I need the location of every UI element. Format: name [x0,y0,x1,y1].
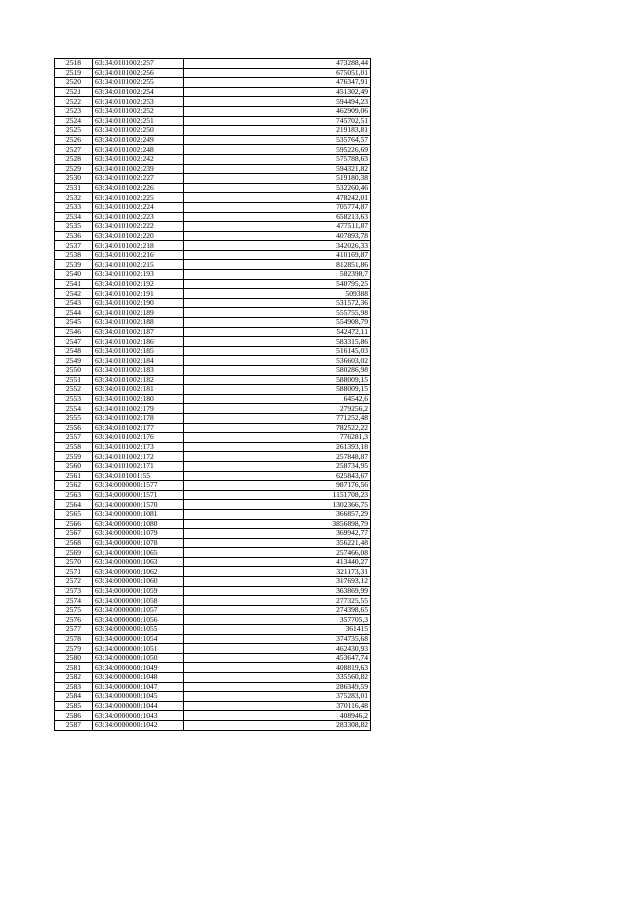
cadastral-number-cell: 63:34:0000000:1049 [93,663,184,673]
value-cell: 532260,46 [184,183,371,193]
table-row [55,356,371,366]
value-cell: 531572,36 [184,298,371,308]
table-row [55,644,371,654]
table-row [55,404,371,414]
row-number-cell: 2585 [55,701,93,711]
value-cell: 357705,3 [184,615,371,625]
table-row [55,701,371,711]
value-cell: 555755,98 [184,308,371,318]
cadastral-number-cell: 63:34:0000000:1577 [93,481,184,491]
row-number-cell: 2523 [55,106,93,116]
cadastral-number-cell: 63:34:0000000:1042 [93,720,184,730]
row-number-cell: 2577 [55,625,93,635]
cadastral-number-cell: 63:34:0101002:251 [93,116,184,126]
value-cell: 595226,69 [184,145,371,155]
value-cell: 451302,49 [184,87,371,97]
table-row [55,471,371,481]
value-cell: 366857,29 [184,509,371,519]
value-cell: 408946,2 [184,711,371,721]
table-row [55,337,371,347]
cadastral-number-cell: 63:34:0000000:1043 [93,711,184,721]
table-row [55,231,371,241]
table-row [55,289,371,299]
value-cell: 453647,74 [184,653,371,663]
cadastral-number-cell: 63:34:0000000:1080 [93,519,184,529]
value-cell: 342026,33 [184,241,371,251]
cadastral-number-cell: 63:34:0000000:1078 [93,538,184,548]
cadastral-number-cell: 63:34:0101002:223 [93,212,184,222]
cadastral-number-cell: 63:34:0101002:222 [93,222,184,232]
table-row [55,711,371,721]
row-number-cell: 2538 [55,250,93,260]
table-row [55,442,371,452]
cadastral-number-cell: 63:34:0101002:249 [93,135,184,145]
cadastral-number-cell: 63:34:0101001:55 [93,471,184,481]
cadastral-number-cell: 63:34:0000000:1045 [93,692,184,702]
cadastral-number-cell: 63:34:0101002:178 [93,413,184,423]
value-cell: 317693,12 [184,577,371,587]
table-row [55,366,371,376]
row-number-cell: 2579 [55,644,93,654]
table-row [55,557,371,567]
table-row [55,500,371,510]
value-cell: 582398,7 [184,270,371,280]
table-row [55,126,371,136]
cadastral-number-cell: 63:34:0000000:1063 [93,557,184,567]
value-cell: 363869,99 [184,586,371,596]
row-number-cell: 2525 [55,126,93,136]
value-cell: 771252,48 [184,413,371,423]
row-number-cell: 2578 [55,634,93,644]
row-number-cell: 2580 [55,653,93,663]
row-number-cell: 2539 [55,260,93,270]
table-row [55,222,371,232]
row-number-cell: 2555 [55,413,93,423]
table-row [55,260,371,270]
value-cell: 258734,95 [184,461,371,471]
cadastral-number-cell: 63:34:0000000:1044 [93,701,184,711]
table-row [55,116,371,126]
value-cell: 413440,27 [184,557,371,567]
cadastral-number-cell: 63:34:0101002:181 [93,385,184,395]
row-number-cell: 2586 [55,711,93,721]
table-row [55,529,371,539]
cadastral-number-cell: 63:34:0101002:255 [93,78,184,88]
cadastral-number-cell: 63:34:0000000:1048 [93,673,184,683]
cadastral-number-cell: 63:34:0000000:1055 [93,625,184,635]
row-number-cell: 2572 [55,577,93,587]
row-number-cell: 2587 [55,720,93,730]
row-number-cell: 2566 [55,519,93,529]
row-number-cell: 2552 [55,385,93,395]
cadastral-number-cell: 63:34:0101002:187 [93,327,184,337]
table-row [55,461,371,471]
cadastral-number-cell: 63:34:0000000:1570 [93,500,184,510]
row-number-cell: 2573 [55,586,93,596]
row-number-cell: 2568 [55,538,93,548]
value-cell: 588009,15 [184,375,371,385]
table-row [55,452,371,462]
value-cell: 705774,87 [184,202,371,212]
cadastral-number-cell: 63:34:0000000:1571 [93,490,184,500]
table-row [55,87,371,97]
row-number-cell: 2571 [55,567,93,577]
table-row [55,327,371,337]
cadastral-number-cell: 63:34:0000000:1059 [93,586,184,596]
row-number-cell: 2557 [55,433,93,443]
row-number-cell: 2570 [55,557,93,567]
value-cell: 675051,01 [184,68,371,78]
table-row [55,481,371,491]
value-cell: 279256,2 [184,404,371,414]
value-cell: 462430,93 [184,644,371,654]
table-row [55,298,371,308]
value-cell: 257466,08 [184,548,371,558]
cadastral-number-cell: 63:34:0101002:192 [93,279,184,289]
value-cell: 356221,48 [184,538,371,548]
cadastral-number-cell: 63:34:0101002:216 [93,250,184,260]
table-row [55,279,371,289]
row-number-cell: 2532 [55,193,93,203]
cadastral-number-cell: 63:34:0101002:176 [93,433,184,443]
table-row [55,538,371,548]
cadastral-number-cell: 63:34:0101002:252 [93,106,184,116]
row-number-cell: 2569 [55,548,93,558]
row-number-cell: 2520 [55,78,93,88]
cadastral-number-cell: 63:34:0101002:193 [93,270,184,280]
cadastral-number-cell: 63:34:0101002:257 [93,59,184,69]
table-row [55,519,371,529]
value-cell: 321173,31 [184,567,371,577]
value-cell: 410169,87 [184,250,371,260]
value-cell: 478242,01 [184,193,371,203]
row-number-cell: 2521 [55,87,93,97]
value-cell: 408819,63 [184,663,371,673]
table-row [55,433,371,443]
cadastral-number-cell: 63:34:0101002:227 [93,174,184,184]
cadastral-number-cell: 63:34:0101002:218 [93,241,184,251]
value-cell: 745702,51 [184,116,371,126]
row-number-cell: 2529 [55,164,93,174]
value-cell: 594494,23 [184,97,371,107]
value-cell: 542472,11 [184,327,371,337]
table-row [55,586,371,596]
value-cell: 625843,67 [184,471,371,481]
value-cell: 286349,59 [184,682,371,692]
row-number-cell: 2533 [55,202,93,212]
cadastral-number-cell: 63:34:0101002:179 [93,404,184,414]
table-row [55,308,371,318]
table-row [55,59,371,69]
cadastral-number-cell: 63:34:0101002:191 [93,289,184,299]
table-row [55,97,371,107]
value-cell: 782522,22 [184,423,371,433]
row-number-cell: 2524 [55,116,93,126]
table-row [55,164,371,174]
cadastral-number-cell: 63:34:0000000:1051 [93,644,184,654]
table-body [55,59,371,731]
value-cell: 1302366,75 [184,500,371,510]
cadastral-number-cell: 63:34:0101002:226 [93,183,184,193]
cadastral-number-cell: 63:34:0101002:182 [93,375,184,385]
value-cell: 509388 [184,289,371,299]
table-row [55,490,371,500]
cadastral-number-cell: 63:34:0101002:172 [93,452,184,462]
value-cell: 588009,15 [184,385,371,395]
cadastral-number-cell: 63:34:0101002:185 [93,346,184,356]
row-number-cell: 2575 [55,605,93,615]
cadastral-number-cell: 63:34:0000000:1065 [93,548,184,558]
cadastral-number-cell: 63:34:0101002:180 [93,394,184,404]
row-number-cell: 2574 [55,596,93,606]
row-number-cell: 2544 [55,308,93,318]
table-row [55,78,371,88]
value-cell: 812851,86 [184,260,371,270]
value-cell: 64542,6 [184,394,371,404]
table-row [55,385,371,395]
value-cell: 519180,38 [184,174,371,184]
row-number-cell: 2535 [55,222,93,232]
table-row [55,653,371,663]
table-row [55,605,371,615]
value-cell: 987176,56 [184,481,371,491]
cadastral-number-cell: 63:34:0101002:253 [93,97,184,107]
value-cell: 1151708,23 [184,490,371,500]
row-number-cell: 2543 [55,298,93,308]
table-row [55,577,371,587]
cadastral-number-cell: 63:34:0101002:183 [93,366,184,376]
table-row [55,145,371,155]
row-number-cell: 2564 [55,500,93,510]
cadastral-number-cell: 63:34:0101002:188 [93,318,184,328]
row-number-cell: 2537 [55,241,93,251]
value-cell: 3856898,79 [184,519,371,529]
row-number-cell: 2562 [55,481,93,491]
row-number-cell: 2583 [55,682,93,692]
row-number-cell: 2536 [55,231,93,241]
row-number-cell: 2530 [55,174,93,184]
row-number-cell: 2553 [55,394,93,404]
cadastral-number-cell: 63:34:0101002:189 [93,308,184,318]
table-row [55,625,371,635]
value-cell: 283308,82 [184,720,371,730]
cadastral-number-cell: 63:34:0101002:225 [93,193,184,203]
table-row [55,154,371,164]
table-row [55,68,371,78]
row-number-cell: 2576 [55,615,93,625]
value-cell: 335560,82 [184,673,371,683]
value-cell: 594321,82 [184,164,371,174]
row-number-cell: 2565 [55,509,93,519]
table-row [55,413,371,423]
value-cell: 361415 [184,625,371,635]
value-cell: 374735,68 [184,634,371,644]
table-row [55,135,371,145]
row-number-cell: 2567 [55,529,93,539]
row-number-cell: 2526 [55,135,93,145]
table-row [55,634,371,644]
cadastral-number-cell: 63:34:0101002:254 [93,87,184,97]
table-row [55,663,371,673]
cadastral-number-cell: 63:34:0000000:1057 [93,605,184,615]
cadastral-number-cell: 63:34:0101002:190 [93,298,184,308]
row-number-cell: 2545 [55,318,93,328]
cadastral-number-cell: 63:34:0000000:1081 [93,509,184,519]
row-number-cell: 2584 [55,692,93,702]
value-cell: 516145,03 [184,346,371,356]
table-row [55,250,371,260]
value-cell: 535764,57 [184,135,371,145]
value-cell: 575788,63 [184,154,371,164]
value-cell: 369942,77 [184,529,371,539]
cadastral-number-cell: 63:34:0000000:1050 [93,653,184,663]
row-number-cell: 2559 [55,452,93,462]
table-row [55,346,371,356]
row-number-cell: 2531 [55,183,93,193]
table-row [55,394,371,404]
table-row [55,692,371,702]
cadastral-number-cell: 63:34:0101002:171 [93,461,184,471]
table-row [55,615,371,625]
table-row [55,567,371,577]
cadastral-number-cell: 63:34:0101002:250 [93,126,184,136]
value-cell: 583315,86 [184,337,371,347]
row-number-cell: 2528 [55,154,93,164]
row-number-cell: 2549 [55,356,93,366]
value-cell: 277325,55 [184,596,371,606]
cadastral-number-cell: 63:34:0101002:224 [93,202,184,212]
cadastral-number-cell: 63:34:0000000:1060 [93,577,184,587]
value-cell: 580286,98 [184,366,371,376]
value-cell: 370116,48 [184,701,371,711]
cadastral-number-cell: 63:34:0101002:184 [93,356,184,366]
value-cell: 554908,79 [184,318,371,328]
row-number-cell: 2548 [55,346,93,356]
table-row [55,106,371,116]
cadastral-number-cell: 63:34:0000000:1047 [93,682,184,692]
row-number-cell: 2541 [55,279,93,289]
row-number-cell: 2518 [55,59,93,69]
row-number-cell: 2558 [55,442,93,452]
value-cell: 261393,18 [184,442,371,452]
cadastral-value-table [54,58,371,731]
value-cell: 257848,87 [184,452,371,462]
table-row [55,193,371,203]
cadastral-number-cell: 63:34:0101002:215 [93,260,184,270]
row-number-cell: 2551 [55,375,93,385]
cadastral-number-cell: 63:34:0000000:1062 [93,567,184,577]
row-number-cell: 2522 [55,97,93,107]
value-cell: 274398,65 [184,605,371,615]
row-number-cell: 2581 [55,663,93,673]
cadastral-number-cell: 63:34:0000000:1054 [93,634,184,644]
table-row [55,270,371,280]
value-cell: 540795,25 [184,279,371,289]
value-cell: 658213,63 [184,212,371,222]
cadastral-number-cell: 63:34:0101002:248 [93,145,184,155]
cadastral-number-cell: 63:34:0101002:256 [93,68,184,78]
cadastral-number-cell: 63:34:0000000:1058 [93,596,184,606]
table-row [55,174,371,184]
row-number-cell: 2560 [55,461,93,471]
table-row [55,318,371,328]
value-cell: 462909,06 [184,106,371,116]
table-row [55,509,371,519]
value-cell: 407893,78 [184,231,371,241]
cadastral-number-cell: 63:34:0101002:177 [93,423,184,433]
row-number-cell: 2540 [55,270,93,280]
row-number-cell: 2527 [55,145,93,155]
table-row [55,720,371,730]
row-number-cell: 2561 [55,471,93,481]
value-cell: 536603,02 [184,356,371,366]
table-row [55,241,371,251]
row-number-cell: 2546 [55,327,93,337]
cadastral-number-cell: 63:34:0101002:186 [93,337,184,347]
table-row [55,596,371,606]
value-cell: 776281,3 [184,433,371,443]
row-number-cell: 2519 [55,68,93,78]
row-number-cell: 2534 [55,212,93,222]
value-cell: 473288,44 [184,59,371,69]
table-row [55,183,371,193]
value-cell: 375283,01 [184,692,371,702]
cadastral-number-cell: 63:34:0101002:239 [93,164,184,174]
row-number-cell: 2542 [55,289,93,299]
table-row [55,423,371,433]
row-number-cell: 2556 [55,423,93,433]
cadastral-number-cell: 63:34:0101002:173 [93,442,184,452]
table-row [55,548,371,558]
table-row [55,212,371,222]
cadastral-number-cell: 63:34:0101002:242 [93,154,184,164]
row-number-cell: 2550 [55,366,93,376]
table-row [55,673,371,683]
row-number-cell: 2582 [55,673,93,683]
cadastral-number-cell: 63:34:0000000:1056 [93,615,184,625]
cadastral-number-cell: 63:34:0000000:1079 [93,529,184,539]
cadastral-number-cell: 63:34:0101002:220 [93,231,184,241]
row-number-cell: 2554 [55,404,93,414]
row-number-cell: 2547 [55,337,93,347]
value-cell: 476347,91 [184,78,371,88]
value-cell: 219183,81 [184,126,371,136]
table-row [55,375,371,385]
table-row [55,682,371,692]
row-number-cell: 2563 [55,490,93,500]
value-cell: 477511,87 [184,222,371,232]
table-row [55,202,371,212]
